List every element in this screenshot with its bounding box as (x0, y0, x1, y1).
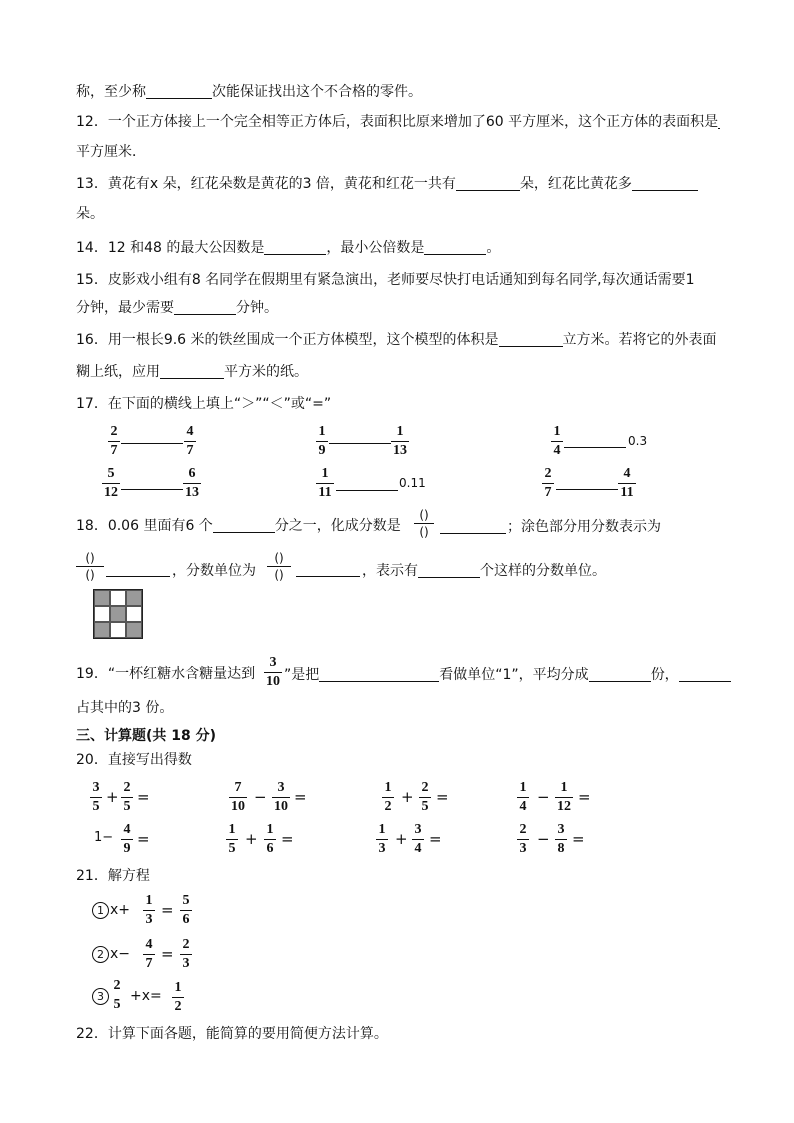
equals-sign: = (281, 830, 294, 848)
question-14: 14．12 和48 的最大公因数是 ，最小公倍数是 。 (76, 240, 501, 256)
question-15: 15．皮影戏小组有8 名同学在假期里有紧急演出，老师要尽快打电话通知到每名同学,每次通话需要1 (76, 272, 695, 288)
fraction: 2 7 (542, 466, 554, 501)
shaded-cell (94, 622, 110, 638)
equals-sign: = (137, 788, 150, 806)
compare-blank[interactable] (336, 490, 398, 491)
question-12: 12．一个正方体接上一个完全相等正方体后，表面积比原来增加了60 平方厘米，这个正方体的表面积是 (76, 114, 719, 130)
fraction: 1 3 (376, 822, 388, 857)
answer-blank[interactable] (213, 517, 275, 533)
fraction: 1 12 (557, 780, 571, 814)
fraction: 4 7 (143, 937, 155, 972)
equals-sign: = (436, 788, 449, 806)
answer-blank[interactable] (319, 666, 439, 682)
fraction: 5 6 (180, 893, 192, 928)
compare-blank[interactable] (121, 443, 183, 444)
equals-sign: = (578, 788, 591, 806)
fraction: 2 3 (517, 822, 529, 857)
answer-blank[interactable] (589, 666, 651, 682)
question-16: 16．用一根长9.6 米的铁丝围成一个正方体模型，这个模型的体积是 立方米。若将它的外表面 (76, 332, 717, 348)
section-heading: 三、计算题(共 18 分) (76, 728, 217, 744)
answer-blank[interactable] (718, 113, 720, 129)
answer-blank[interactable] (264, 239, 326, 255)
fraction: 4 9 (121, 822, 133, 857)
operator: − (537, 830, 550, 848)
question-19: 19．“一杯红糖水含糖量达到 (76, 666, 256, 682)
fraction: 1 6 (264, 822, 276, 857)
fraction: 4 11 (618, 466, 636, 501)
fraction: 3 5 (90, 780, 102, 815)
fraction: 1 11 (316, 466, 334, 501)
blank-cell (110, 622, 126, 638)
answer-blank[interactable] (679, 666, 731, 682)
decimal-value: 0.11 (399, 476, 426, 490)
operator: + (401, 788, 414, 806)
q19-cont: ”是把 看做单位“1”，平均分成 份， (284, 664, 731, 684)
fraction: 2 5 (121, 780, 133, 815)
question-22: 22．计算下面各题，能简算的要用简便方法计算。 (76, 1026, 388, 1042)
compare-blank[interactable] (564, 447, 626, 448)
worksheet-page: 称，至少称 次能保证找出这个不合格的零件。 12．一个正方体接上一个完全相等正方体后，表面积比原来增加了60 平方厘米，这个正方体的表面积是 平方厘米． 13．黄花有x 朵，红花朵数是黄花的3 倍，黄花和红花一共有 朵，红花比黄花多 朵。 14．12 和48 的最大公因数是 ，最小公倍数是 。 15．皮影戏小组有8 名同学在假期里有紧急演出，老师要尽快打电话通知到每名同学,每次通话需要1 分钟，最少需要 分钟。 16．用一根长9.6 米的铁丝围成一个正方体模型，这个模型的体积是 立方米。若将它的外表面 糊上纸，应用 平方米的纸。 17．在下面的横线上填上“＞”“＜”或“=” 2 7 4 7 1 9 1 13 1 4 0.3 5 12 6 13 1 11 0.11 2 7 4 11 18．0.06 里面有6 个 分之一，化成分数是 () () ；涂色部分用分数表示为 () () ，分数单位为 () () ，表示有 个这样的分数单位。 19．“一杯红糖水含糖量达到 3 10 ”是把 看做单位“1”，平均分成 份， 占其中的3 份。 三、计算题(共 18 分) 20．直接写出得数 3 5 + 2 5 = 7 10 − 3 10 = 1 2 + 2 5 = 1 4 − 1 12 = 1− 4 9 = 1 5 + 1 6 = 1 3 + 3 4 = 2 3 − 3 8 = 21．解方程 1 x+ 1 3 = 5 6 2 x− 4 7 = 2 3 3 2 5 +x= 1 2 22．计算下面各题，能简算的要用简便方法计算。 (0, 0, 794, 1123)
decimal-value: 0.3 (628, 434, 648, 448)
question-20: 20．直接写出得数 (76, 752, 192, 768)
question-21: 21．解方程 (76, 868, 150, 884)
equation-2: 2 x− (92, 946, 130, 963)
fraction: 3 10 (274, 780, 288, 814)
question-13-cont: 朵。 (76, 206, 104, 222)
fraction: 2 7 (108, 424, 120, 459)
compare-blank[interactable] (121, 489, 183, 490)
equals-sign: = (572, 830, 585, 848)
fraction: 2 3 (180, 937, 192, 972)
equation-op: +x= (130, 988, 162, 1004)
question-12-cont: 平方厘米． (76, 144, 146, 160)
fraction: 2 5 (419, 780, 431, 815)
question-19-cont: 占其中的3 份。 (76, 700, 174, 716)
minuend: 1− (94, 830, 114, 845)
compare-blank[interactable] (556, 489, 618, 490)
equals-sign: = (161, 901, 174, 919)
fraction-placeholder[interactable]: () () (414, 508, 434, 539)
operator: − (254, 788, 267, 806)
circled-number: 1 (92, 902, 109, 919)
fraction: 3 8 (555, 822, 567, 857)
fraction: 2 5 (113, 978, 121, 1012)
fraction: 1 9 (316, 424, 328, 459)
answer-blank[interactable] (174, 299, 236, 315)
equals-sign: = (429, 830, 442, 848)
question-17: 17．在下面的横线上填上“＞”“＜”或“=” (76, 396, 332, 412)
question-16-cont: 糊上纸，应用 平方米的纸。 (76, 364, 308, 380)
circled-number: 2 (92, 946, 109, 963)
operator: + (245, 830, 258, 848)
blank-cell (126, 606, 142, 622)
operator: − (537, 788, 550, 806)
equals-sign: = (161, 945, 174, 963)
fraction: 4 7 (184, 424, 196, 459)
fraction-placeholder[interactable]: () () (76, 551, 104, 582)
equals-sign: = (294, 788, 307, 806)
fraction: 7 10 (231, 780, 245, 814)
answer-blank[interactable] (499, 331, 563, 347)
blank-cell (94, 606, 110, 622)
answer-blank[interactable] (424, 239, 486, 255)
shaded-cell (126, 590, 142, 606)
fraction: 6 13 (185, 466, 199, 500)
equals-sign: = (137, 830, 150, 848)
blank-cell (110, 590, 126, 606)
compare-blank[interactable] (329, 443, 391, 444)
question-15-cont: 分钟，最少需要 分钟。 (76, 300, 278, 316)
shaded-cell (94, 590, 110, 606)
operator: + (106, 788, 119, 806)
shaded-cell (126, 622, 142, 638)
fraction-placeholder[interactable]: () () (267, 551, 291, 582)
fraction: 1 4 (551, 424, 563, 459)
answer-blank[interactable] (632, 175, 698, 191)
q11-line: 称，至少称 次能保证找出这个不合格的零件。 (76, 84, 422, 100)
fraction: 5 12 (104, 466, 118, 500)
fraction: 1 5 (226, 822, 238, 857)
fraction: 1 13 (393, 424, 407, 458)
fraction: 1 2 (382, 780, 394, 815)
fraction: 1 4 (517, 780, 529, 815)
answer-blank[interactable] (440, 533, 506, 534)
answer-blank[interactable] (146, 83, 212, 99)
operator: + (395, 830, 408, 848)
answer-blank[interactable] (160, 363, 224, 379)
answer-blank[interactable] (296, 576, 360, 577)
equation-1: 1 x+ (92, 902, 130, 919)
fraction: 1 3 (143, 893, 155, 928)
circled-number: 3 (92, 988, 109, 1005)
shaded-grid-figure (93, 589, 143, 639)
answer-blank[interactable] (106, 576, 170, 577)
equation-3 (92, 988, 110, 1005)
question-18: 18．0.06 里面有6 个 分之一，化成分数是 (76, 518, 401, 534)
fraction: 3 4 (412, 822, 424, 857)
question-13: 13．黄花有x 朵，红花朵数是黄花的3 倍，黄花和红花一共有 朵，红花比黄花多 (76, 174, 698, 194)
answer-blank[interactable] (456, 175, 520, 191)
answer-blank[interactable] (418, 562, 480, 578)
fraction: 3 10 (266, 655, 280, 689)
shaded-cell (110, 606, 126, 622)
fraction: 1 2 (172, 980, 184, 1015)
